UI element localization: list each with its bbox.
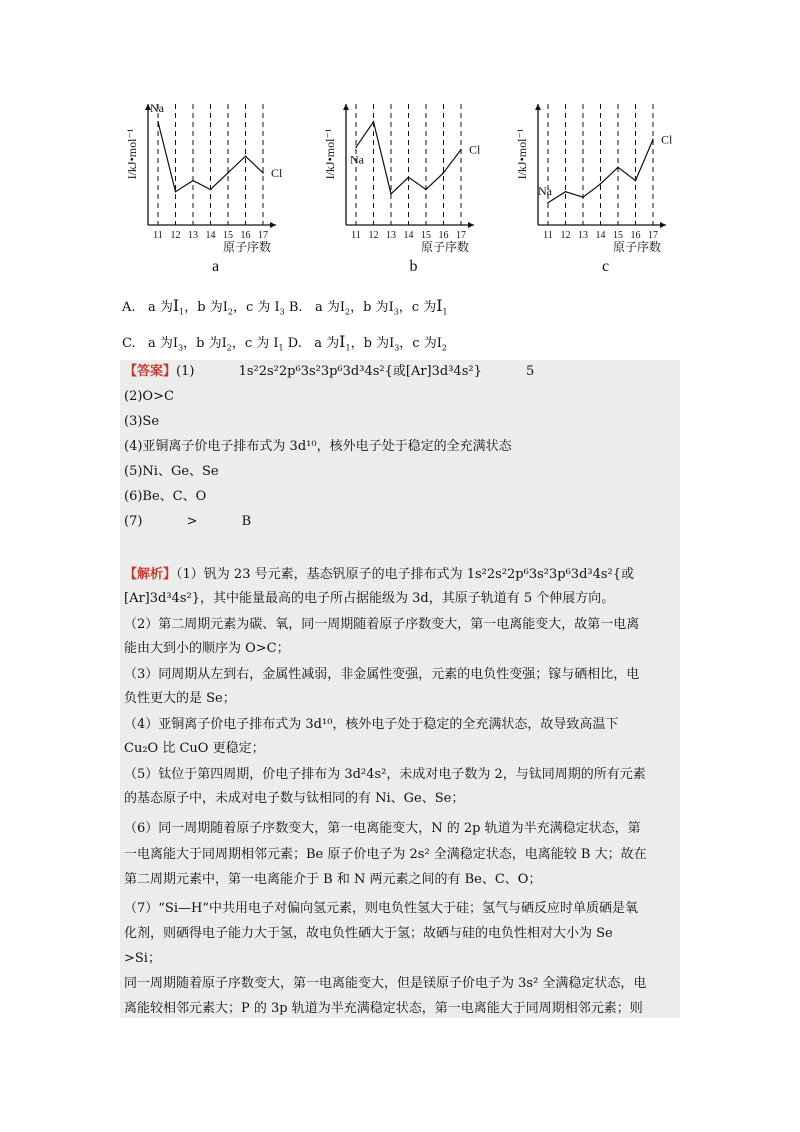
- answer-line-6: (6)Be、C、O: [124, 489, 207, 504]
- chart-caption: b: [409, 258, 418, 275]
- data-point: [582, 196, 584, 198]
- data-point: [373, 121, 375, 123]
- y-axis-arrow: [535, 104, 541, 110]
- chart-c: [508, 92, 698, 277]
- analysis-line-4: 能由大到小的顺序为 O>C；: [124, 641, 290, 656]
- answer-letter: B: [241, 514, 252, 529]
- subscript: 1: [278, 343, 284, 353]
- label-na: Na: [538, 183, 552, 198]
- analysis-line-8: Cu₂O 比 CuO 更稳定；: [124, 741, 265, 756]
- option-text: ，b 为: [183, 336, 222, 351]
- label-cl: Cl: [661, 132, 673, 147]
- chart-caption: a: [211, 258, 220, 275]
- tick-label: 17: [648, 230, 658, 241]
- data-point: [262, 172, 264, 174]
- tick-label: 15: [613, 230, 623, 241]
- data-point: [635, 180, 637, 182]
- tick-label: 11: [543, 230, 553, 241]
- chart-a-svg: [118, 92, 308, 277]
- data-point: [617, 166, 619, 168]
- label-na: Na: [150, 100, 164, 115]
- x-axis-arrow: [468, 222, 474, 228]
- option-text: ，c 为 I: [231, 336, 279, 351]
- answer-count: 5: [526, 364, 535, 379]
- tick-label: 14: [205, 230, 216, 241]
- chart-a: [118, 92, 308, 277]
- data-point: [547, 202, 549, 204]
- analysis-line-14: （7）“Si—H”中共用电子对偏向氢元素，则电负性氢大于硅；氢气与硒反应时单质硒是氧: [124, 901, 638, 916]
- subscript: 1: [179, 307, 185, 317]
- x-axis-label: 原子序数: [421, 240, 470, 254]
- data-point: [245, 155, 247, 157]
- i-glyph: I: [339, 300, 345, 315]
- tick-label: 11: [351, 230, 361, 241]
- y-axis-label: I/kJ•mol⁻¹: [515, 128, 529, 180]
- data-point: [565, 191, 567, 193]
- answer-line-4: (4)亚铜离子价电子排布式为 3d¹⁰，核外电子处于稳定的全充满状态: [124, 439, 512, 454]
- answer-line-3: (3)Se: [124, 414, 160, 429]
- tick-label: 14: [403, 230, 414, 241]
- option-text: ，b 为: [350, 336, 390, 351]
- data-point: [408, 176, 410, 178]
- tick-label: 11: [153, 230, 163, 241]
- data-point: [425, 189, 427, 191]
- tick-label: 15: [421, 230, 431, 241]
- subscript: 1: [442, 307, 448, 317]
- data-point: [600, 183, 602, 185]
- subscript: 3: [393, 307, 399, 317]
- analysis-line-5: （3）同周期从左到右，金属性减弱，非金属性变强，元素的电负性变强；镓与硒相比，电: [124, 667, 640, 682]
- subscript: 2: [227, 307, 233, 317]
- label-na: Na: [350, 152, 364, 167]
- tick-label: 17: [456, 230, 466, 241]
- data-point: [192, 180, 194, 182]
- analysis-line-17: 同一周期随着原子序数变大，第一电离能变大，但是镁原子价电子为 3s² 全满稳定状态，电: [124, 976, 647, 991]
- y-axis-label: I/kJ•mol⁻¹: [323, 128, 337, 180]
- analysis-line-10: 的基态原子中，未成对电子数与钛相同的有 Ni、Ge、Se；: [124, 791, 465, 806]
- subscript: 2: [441, 343, 447, 353]
- i-glyph: I: [221, 336, 227, 351]
- tick-label: 14: [595, 230, 606, 241]
- answer-num: (1): [176, 364, 195, 379]
- answer-background: [120, 360, 680, 1018]
- option-text: a 为: [147, 300, 173, 315]
- subscript: 2: [226, 343, 232, 353]
- tick-label: 13: [386, 230, 396, 241]
- i-glyph: I: [172, 296, 180, 315]
- chart-c-svg: [508, 92, 698, 277]
- electron-config: 1s²2s²2p⁶3s²3p⁶3d³4s²{或[Ar]3d³4s²}: [238, 364, 482, 379]
- label-cl: Cl: [469, 142, 481, 157]
- y-axis-label: I/kJ•mol⁻¹: [125, 128, 139, 180]
- x-axis-label: 原子序数: [613, 240, 662, 254]
- analysis-line-15: 化剂，则硒得电子能力大于氢，故电负性硒大于氢；故硒与硅的电负性相对大小为 Se: [124, 926, 613, 941]
- analysis-line-6: 负性更大的是 Se；: [124, 691, 236, 706]
- option-text: ，b 为: [350, 300, 389, 315]
- i-glyph: I: [388, 300, 394, 315]
- i-glyph: I: [222, 300, 228, 315]
- option-d-label: D.: [287, 336, 302, 351]
- data-point: [652, 139, 654, 141]
- option-a-b: [122, 296, 448, 315]
- analysis-line-7: （4）亚铜离子价电子排布式为 3d¹⁰，核外电子处于稳定的全充满状态，故导致高温下: [124, 717, 619, 732]
- data-point: [175, 191, 177, 193]
- analysis-line-3: （2）第二周期元素为碳、氧，同一周期随着原子序数变大，第一电离能变大，故第一电离: [124, 617, 640, 632]
- x-axis-arrow: [660, 222, 666, 228]
- answer-line-5: (5)Ni、Ge、Se: [124, 464, 219, 479]
- data-point: [390, 193, 392, 195]
- tick-label: 13: [188, 230, 198, 241]
- answer-symbol: >: [186, 514, 198, 529]
- chart-b-svg: [316, 92, 506, 277]
- tick-label: 12: [170, 230, 181, 241]
- tick-label: 16: [630, 230, 641, 241]
- i-glyph: I: [436, 296, 443, 315]
- option-b-label: B.: [288, 300, 303, 315]
- x-axis-label: 原子序数: [223, 240, 272, 254]
- data-point: [157, 121, 159, 123]
- option-text: ，c 为: [398, 300, 437, 315]
- label-cl: Cl: [271, 165, 283, 180]
- analysis-tag: 【解析】: [124, 567, 177, 582]
- answer-line-2: (2)O>C: [124, 389, 174, 404]
- i-glyph: I: [172, 336, 179, 351]
- analysis-line-2: [Ar]3d³4s²}，其中能量最高的电子所占据能级为 3d，其原子轨道有 5 个伸展方向。: [124, 591, 615, 606]
- subscript: 3: [178, 343, 184, 353]
- data-point: [355, 147, 357, 149]
- analysis-line-16: >Si；: [124, 951, 161, 966]
- analysis-line-1: [124, 566, 634, 584]
- answer-tag: 【答案】: [124, 364, 177, 379]
- data-point: [460, 149, 462, 151]
- tick-label: 17: [258, 230, 268, 241]
- option-text: a 为: [148, 336, 173, 351]
- answer-line-1: [124, 363, 534, 381]
- subscript: 3: [394, 343, 400, 353]
- y-axis-arrow: [343, 104, 349, 110]
- data-point: [443, 172, 445, 174]
- option-text: ，c 为 I: [232, 300, 280, 315]
- tick-label: 16: [438, 230, 449, 241]
- tick-label: 12: [560, 230, 571, 241]
- option-a-label: A.: [122, 300, 136, 315]
- analysis-line-9: （5）钛位于第四周期，价电子排布为 3d²4s²，未成对电子数为 2，与钛同周期的所有元素: [124, 767, 646, 782]
- i-glyph: I: [339, 332, 346, 351]
- chart-caption: c: [601, 258, 610, 275]
- subscript: 2: [345, 307, 351, 317]
- answer-num: (7): [124, 514, 143, 529]
- analysis-line-12: 一电离能大于同周期相邻元素；Be 原子价电子为 2s² 全满稳定状态，电离能较 B 大；故在: [124, 847, 647, 862]
- analysis-text: （1）钒为 23 号元素，基态钒原子的电子排布式为 1s²2s²2p⁶3s²3p⁶3d³4s²{或: [176, 567, 635, 582]
- analysis-line-11: （6）同一周期随着原子序数变大，第一电离能变大，N 的 2p 轨道为半充满稳定状态，第: [124, 821, 641, 836]
- analysis-line-18: 离能较相邻元素大；P 的 3p 轨道为半充满稳定状态，第一电离能大于同周期相邻元素；则: [124, 1001, 643, 1016]
- tick-label: 13: [578, 230, 588, 241]
- i-glyph: I: [389, 336, 395, 351]
- answer-line-7: [124, 513, 251, 531]
- option-c-label: C.: [122, 336, 136, 351]
- i-glyph: I: [436, 336, 442, 351]
- data-point: [210, 189, 212, 191]
- option-c-d: [122, 332, 447, 351]
- option-text: a 为: [314, 336, 340, 351]
- analysis-line-13: 第二周期元素中，第一电离能介于 B 和 N 两元素之间的有 Be、C、O；: [124, 872, 542, 887]
- tick-label: 16: [240, 230, 251, 241]
- option-text: a 为: [314, 300, 340, 315]
- ionization-energy-charts: [118, 92, 698, 282]
- chart-b: [316, 92, 506, 277]
- option-text: ，c 为: [399, 336, 437, 351]
- subscript: 1: [345, 343, 351, 353]
- subscript: 3: [279, 307, 285, 317]
- option-text: ，b 为: [184, 300, 223, 315]
- tick-label: 15: [223, 230, 233, 241]
- data-point: [227, 172, 229, 174]
- x-axis-arrow: [270, 222, 276, 228]
- tick-label: 12: [368, 230, 379, 241]
